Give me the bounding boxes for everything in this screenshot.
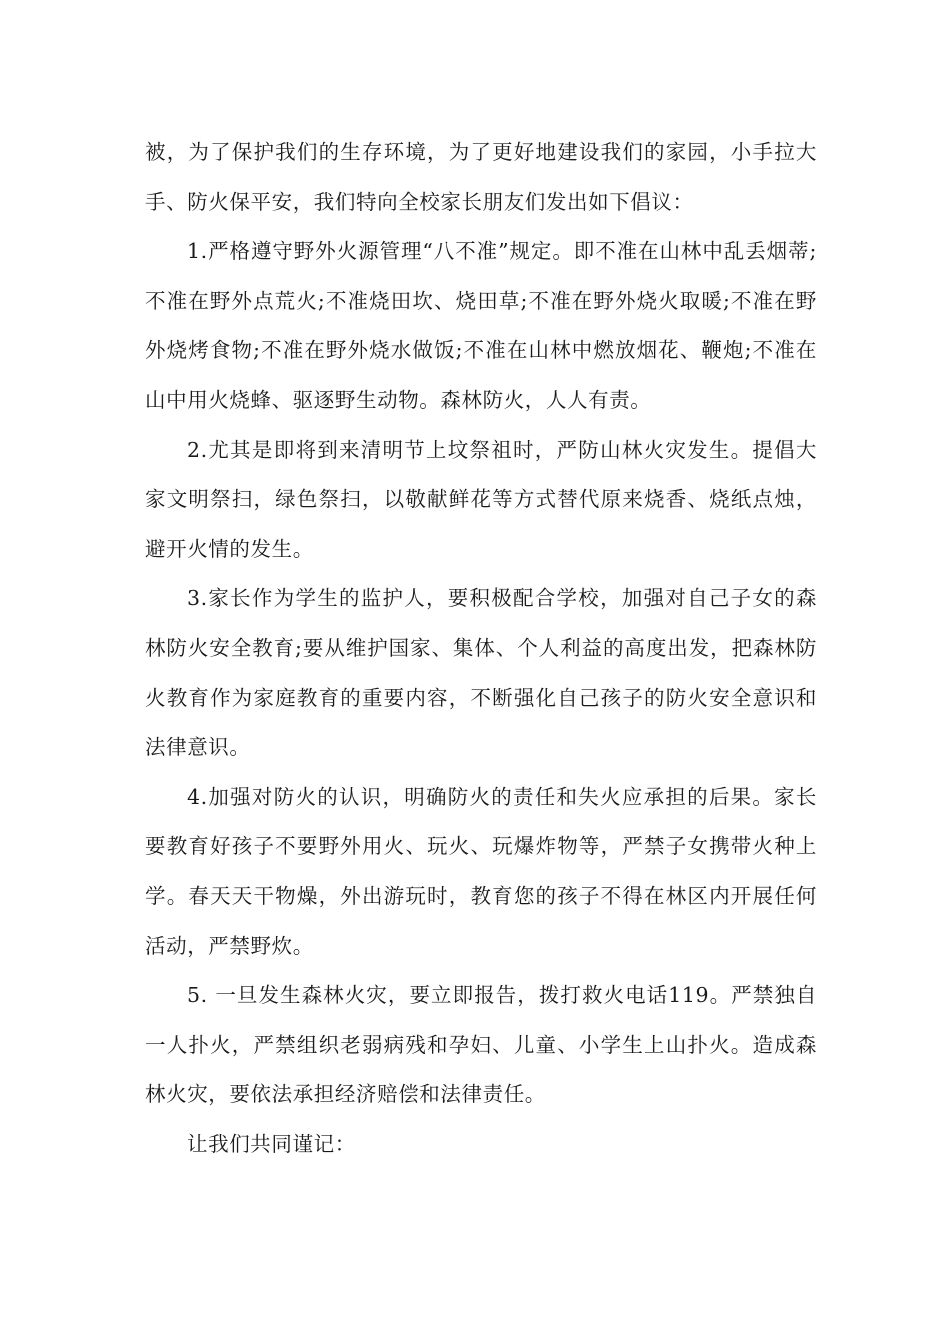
paragraph-intro: 被，为了保护我们的生存环境，为了更好地建设我们的家园，小手拉大手、防火保平安，我们特向全校家长朋友们发出如下倡议： — [145, 140, 817, 214]
paragraph-item-5: 5. 一旦发生森林火灾，要立即报告，拨打救火电话119。严禁独自一人扑火，严禁组织老弱病残和孕妇、儿童、小学生上山扑火。造成森林火灾，要依法承担经济赔偿和法律责任。 — [145, 983, 817, 1107]
paragraph-item-3: 3.家长作为学生的监护人，要积极配合学校，加强对自己子女的森林防火安全教育;要从维护国家、集体、个人利益的高度出发，把森林防火教育作为家庭教育的重要内容，不断强化自己孩子的防火安全意识和法律意识。 — [145, 586, 817, 760]
document-page — [145, 128, 817, 1169]
paragraph-item-1: 1.严格遵守野外火源管理“八不准”规定。即不准在山林中乱丢烟蒂;不准在野外点荒火;不准烧田坎、烧田草;不准在野外烧火取暖;不准在野外烧烤食物;不准在野外烧水做饭;不准在山林中燃放烟花、鞭炮;不准在山中用火烧蜂、驱逐野生动物。森林防火，人人有责。 — [145, 239, 817, 412]
paragraph-item-2: 2.尤其是即将到来清明节上坟祭祖时，严防山林火灾发生。提倡大家文明祭扫，绿色祭扫，以敬献鲜花等方式替代原来烧香、烧纸点烛，避开火情的发生。 — [145, 437, 817, 561]
paragraph-item-4: 4.加强对防火的认识，明确防火的责任和失火应承担的后果。家长要教育好孩子不要野外用火、玩火、玩爆炸物等，严禁子女携带火种上学。春天天干物燥，外出游玩时，教育您的孩子不得在林区内开展任何活动，严禁野炊。 — [145, 784, 817, 958]
paragraph-closing: 让我们共同谨记： — [187, 1131, 356, 1156]
